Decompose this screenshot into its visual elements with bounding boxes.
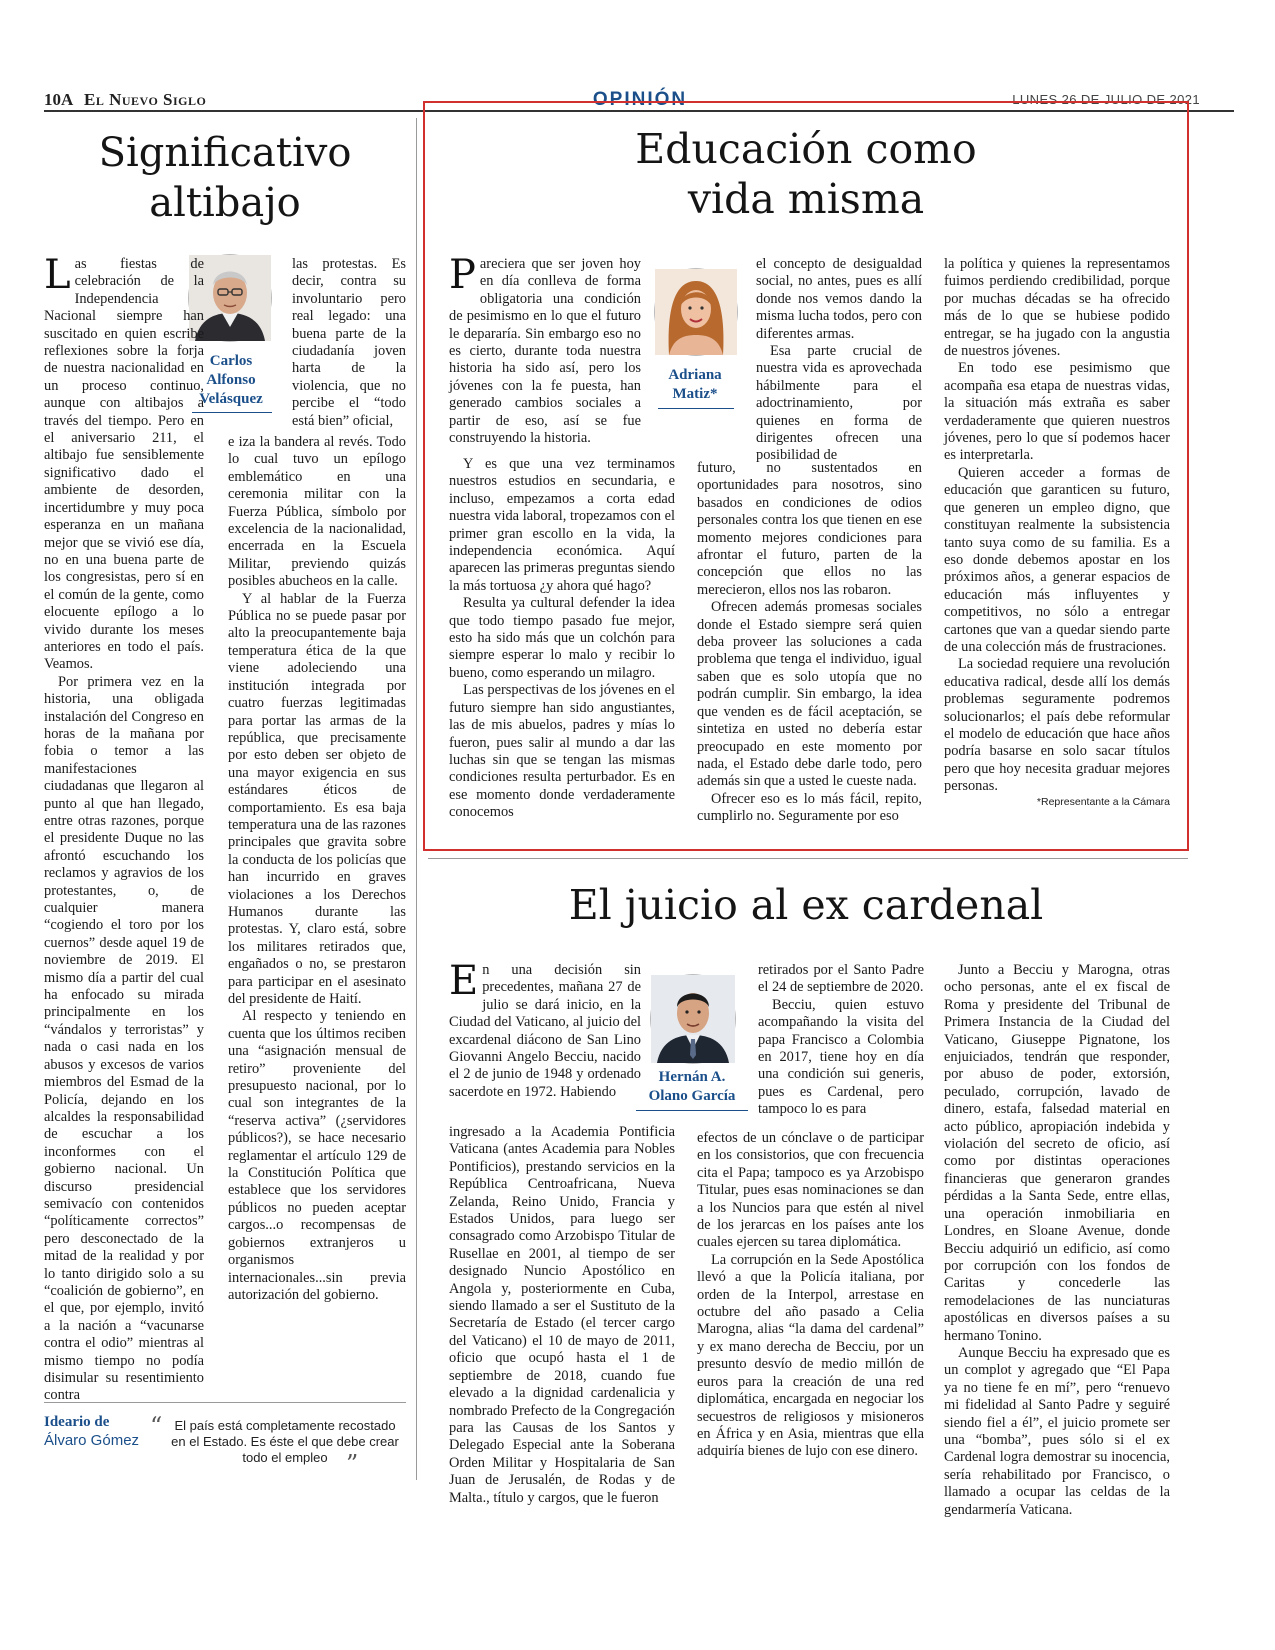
- paragraph: Esa parte crucial de nuestra vida es aprovechada hábilmente para el adoctrinamiento, por quienes en forma de dirigentes ofrecen una posibilidad de: [756, 343, 922, 464]
- page-number: 10A: [44, 90, 74, 109]
- article1-headline: [44, 128, 406, 228]
- close-quote-icon: ”: [346, 1450, 359, 1478]
- byline-rule: [658, 408, 734, 409]
- paragraph: Becciu, quien estuvo acompañando la visita del papa Francisco a Colombia en 2017, tiene hoy en día una condición sui generis, pues es Cardenal, pero tampoco lo es para: [758, 996, 924, 1118]
- section-label: OPINIÓN: [592, 89, 688, 110]
- paragraph: el concepto de desigualdad social, no antes, pues es allí donde nos vemos dando la misma lucha todos, pero con diferentes armas.: [756, 256, 922, 342]
- author-footnote: *Representante a la Cámara: [1036, 796, 1170, 808]
- paragraph: las protestas. Es decir, contra su involuntario pero real legado: una buena parte de la ciudadanía joven harta de la violencia, que no percibe el “todo está bien” oficial,: [292, 256, 406, 429]
- paragraph: Quieren acceder a formas de educación que garanticen su futuro, que generen un empleo digno, que constituyan realmente la subsistencia tanto suya como de su familia. Es a eso donde debemos apostar en los próximos años, a generar espacios de educación más influyentes y competitivos, no sólo a entregar cartones que van a quedar siendo parte de una colección más de frustraciones.: [944, 464, 1170, 655]
- byline-rule: [636, 1110, 748, 1111]
- paragraph: as fiestas de celebración de la Independencia Nacional siempre han suscitado en quien escribe reflexiones sobre la forja de nuestra nacionalidad en un proceso continuo, aunque con altibajos a través del tiempo. Pero en el aniversario 211, el altibajo fue sensiblemente significativo dado el ambiente de desorden, incertidumbre y muy poca esperanza en un mañana mejor que se vivió ese día, no en una buena parte de los congresistas, pero sí en el común de la gente, como elocuente epílogo a lo vivido durante los meses anteriores en todo el país. Veamos.: [44, 256, 204, 673]
- article1-column2-top: [292, 256, 406, 430]
- paragraph: Al respecto y teniendo en cuenta que los últimos reciben una “asignación mensual de retiro” proveniente del presupuesto nacional, por lo cual son integrantes de la “reserva activa” (¿servidores públicos?), se hace necesario reglamentar el artículo 129 de la Constitución Política que establece que los servidores públicos no pueden aceptar cargos...o recompensas de gobiernos extranjeros u organismos internacionales...sin previa autorización del gobierno.: [228, 1008, 406, 1303]
- section-divider: [428, 858, 1188, 859]
- article3-headline: [430, 880, 1182, 930]
- paragraph: Y al hablar de la Fuerza Pública no se puede pasar por alto la preocupantemente baja temperatura ética de la que viene adoleciendo una institución integrada por cuatro fuerzas legitimadas para portar las armas de la república, que precisamente por esto deben ser objeto de una mayor exigencia en sus estándares éticos de comportamiento. Es esa baja temperatura una de las razones principales que gravita sobre la conducta de los policías que han incurrido en graves violaciones a los Derechos Humanos durante las protestas. Y, claro está, sobre los militares retirados que, engañados o no, se prestaron para participar en el asesinato del presidente de Haití.: [228, 590, 406, 1007]
- avatar-icon: [651, 975, 735, 1063]
- article3-title: El juicio al ex cardenal: [568, 881, 1044, 929]
- author-last-name: Matiz*: [672, 386, 718, 402]
- paragraph: Las perspectivas de los jóvenes en el futuro siempre han sido angustiantes, las de mis abuelos, padres y mías lo fueron, pues salir al mundo a dar las luchas sin que se tengan las mismas condiciones resulta perturbador. Es en ese momento donde verdaderamente conocemos: [449, 682, 675, 821]
- ideario-author: Álvaro Gómez: [44, 1432, 140, 1449]
- article3-column1-top: [449, 958, 641, 1122]
- avatar-icon: [655, 269, 737, 355]
- article2-title-line2: vida misma: [687, 175, 925, 223]
- paragraph: En todo ese pesimismo que acompaña esa etapa de nuestras vidas, la situación más extraña es saber verdaderamente que quieren nuestros jóvenes, pero lo que sí podemos hacer es interpretarla.: [944, 360, 1170, 464]
- paragraph: La corrupción en la Sede Apostólica llevó a que la Policía italiana, por orden de la Interpol, arrestase en octubre del año pasado a Celia Marogna, alias “la dama del cardenal” y ex mano derecha de Becciu, por un presunto desvío de medio millón de euros para la creación de una red diplomática, encargada en negociar los secuestros de religiosos y misioneros en África y en Asia, mientras que ella adquiría bienes de lujo con ese dinero.: [697, 1251, 924, 1460]
- paragraph: Resulta ya cultural defender la idea que todo tiempo pasado fue mejor, esto ha sido más que un colchón para siempre esperar lo malo y recibir lo bueno, como esperando un milagro.: [449, 595, 675, 681]
- author-photo-hernan: [650, 974, 736, 1064]
- article1-title-line2: altibajo: [149, 180, 301, 226]
- paragraph: Ofrecen además promesas sociales donde el Estado siempre será quien deba proveer las soluciones a cada problema que tenga el individuo, igual saben que es solo utopía que no podrán cumplir. Sin embargo, la idea que venden es de fácil aceptación, se sintetiza en usted no debería estar preocupado en este momento por nada, el Estado debe darle todo, pero además sin que a usted le cueste nada.: [697, 599, 922, 790]
- article3-column3: [944, 962, 1170, 1518]
- article1-title-line1: Significativo: [98, 130, 352, 176]
- article2-column1: [449, 456, 675, 821]
- dropcap: L: [44, 252, 71, 298]
- article1-column1: [44, 252, 204, 1404]
- dropcap: P: [449, 252, 476, 298]
- author-byline-adriana: [650, 366, 740, 404]
- author-photo-adriana: [654, 268, 738, 356]
- author-last-name: Olano García: [648, 1088, 736, 1104]
- article2-column2-top: [756, 256, 922, 464]
- byline-rule: [192, 412, 272, 413]
- author-first-name: Carlos: [209, 353, 253, 369]
- article2-headline: [430, 124, 1182, 224]
- paragraph: futuro, no sustentados en oportunidades para nosotros, sino basados en condiciones de odios personales contra los que tienen en ese momento mejores condiciones para afrontar el futuro, parten de la concepción que ellos no las merecieron, ellos nos las robaron.: [697, 460, 922, 598]
- article2-title-line1: Educación como: [635, 125, 977, 173]
- author-last-name: Velásquez: [199, 391, 263, 407]
- ideario-title: Ideario de: [44, 1414, 110, 1430]
- column-divider: [416, 118, 417, 1480]
- paragraph: La sociedad requiere una revolución educativa radical, desde allí los demás problemas seguramente podremos solucionarlos; el país debe reformular el modelo de educación que hace años podría basarse en solo sacar títulos pero que hoy necesita graduar mejores personas.: [944, 656, 1170, 795]
- article1-column2: [228, 434, 406, 1380]
- article2-column3: [944, 256, 1170, 794]
- author-first-name: Adriana: [668, 367, 722, 383]
- ideario-quote: El país está completamente recostado en el Estado. Es éste el que debe crear todo el empleo: [171, 1418, 399, 1465]
- issue-date: LUNES 26 DE JULIO DE 2021: [1012, 92, 1200, 107]
- paragraph: Y es que una vez terminamos nuestros estudios en secundaria, e incluso, empezamos a corta edad nuestra vida laboral, tropezamos con el primer gran escollo en la vida, la independencia económica. Aquí aparecen las primeras preguntas siendo la más tortuosa ¿y ahora qué hago?: [449, 456, 675, 594]
- author-byline-hernan: [626, 1068, 758, 1106]
- paragraph: ingresado a la Academia Pontificia Vaticana (antes Academia para Nobles Pontificios), prestando servicios en la República Centroafricana, Nueva Zelanda, Reino Unido, Francia y Estados Unidos, para luego ser consagrado como Arzobispo Titular de Rusellae en 2001, al tiempo de ser designado Nuncio Apostólico en Angola y, posteriormente en Cuba, siendo llamado a ser el Sustituto de la Secretaría de Estado (el tercer cargo del Vaticano) el 10 de mayo de 2011, oficio que ocupó hasta el 1 de septiembre de 2018, cuando fue elevado a la dignidad cardenalicia y nombrado Prefecto de la Congregación para las Causas de los Santos y Delegado Especial ante la Soberana Orden Militar y Hospitalaria de San Juan de Jerusalén, de Rodas y de Malta., título y cargos, que le fueron: [449, 1124, 675, 1506]
- paragraph: areciera que ser joven hoy en día conlleva de forma obligatoria una condición de pesimismo en lo que el futuro le depararía. Sin embargo eso no es cierto, durante toda nuestra historia ha sido así, pero los jóvenes con la fe puesta, han generado cambios sociales a partir de eso, así se fue construyendo la historia.: [449, 256, 641, 447]
- article2-column2: [697, 460, 922, 825]
- author-first-name: Hernán A.: [658, 1069, 726, 1085]
- paragraph: retirados por el Santo Padre el 24 de septiembre de 2020.: [758, 962, 924, 996]
- article3-column2-top: [758, 962, 924, 1128]
- paragraph: efectos de un cónclave o de participar en los consistorios, que con frecuencia cita el Papa; tampoco es ya Arzobispo Titular, pues esas nominaciones se dan a los Nuncios para que estén al nivel de los jerarcas en los países ante los cuales ejercen su tarea diplomática.: [697, 1130, 924, 1251]
- paragraph: la política y quienes la representamos fuimos perdiendo credibilidad, porque por muchas décadas se ha ofrecido más de lo que se hubiese podido entregar, se ha jugado con la angustia de nuestros jóvenes.: [944, 256, 1170, 360]
- paragraph: e iza la bandera al revés. Todo lo cual tuvo un epílogo emblemático en una ceremonia militar con la Fuerza Pública, símbolo por excelencia de la nacionalidad, encerrada en la Escuela Militar, previendo quizás posibles abucheos en la calle.: [228, 434, 406, 590]
- paragraph: Ofrecer eso es lo más fácil, repito, cumplirlo no. Seguramente por eso: [697, 790, 922, 825]
- open-quote-icon: “: [150, 1412, 163, 1440]
- article3-column2: [697, 1130, 924, 1480]
- article3-column1: [449, 1124, 675, 1506]
- paragraph: n una decisión sin precedentes, mañana 27 de julio se dará inicio, en la Ciudad del Vaticano, al juicio del excardenal diácono de San Lino Giovanni Angelo Becciu, nacido el 2 de junio de 1948 y ordenado sacerdote en 1972. Habiendo: [449, 962, 641, 1100]
- author-middle-name: Alfonso: [206, 372, 256, 388]
- paragraph: Junto a Becciu y Marogna, otras ocho personas, ante el ex fiscal de Roma y presidente del Tribunal de Primera Instancia de la Ciudad del Vaticano, Giuseppe Pignatone, los enjuiciados, tendrán que responder, por abuso de poder, extorsión, peculado, corrupción, lavado de dinero, estafa, falsedad material en acto público, apropiación indebida y violación del secreto de oficio, así como por distintas operaciones financieras que generaron grandes pérdidas a la Santa Sede, entre ellas, una operación inmobiliaria en Londres, en Sloane Avenue, donde Becciu adquirió un edificio, así como por corrupción con los fondos de Caritas y concederle las remodelaciones de las nunciaturas apostólicas en diversos países a su hermano Tonino.: [944, 962, 1170, 1344]
- dropcap: E: [449, 958, 479, 1004]
- newspaper-name: El Nuevo Siglo: [84, 90, 207, 109]
- paragraph: Aunque Becciu ha expresado que es un complot y agregado que “El Papa ya no tiene fe en mí”, pero “renuevo mi fidelidad al Santo Padre y seguiré siendo fiel a él”, el juicio promete ser una “bomba”, pues sólo si el ex Cardenal logra demostrar su inocencia, sería rehabilitado por Francisco, o llamado a ocupar las celdas de la gendarmería Vaticana.: [944, 1344, 1170, 1518]
- article2-column1-top: [449, 252, 641, 452]
- paragraph: Por primera vez en la historia, una obligada instalación del Congreso en horas de la mañana por fobia o temor a las manifestaciones ciudadanas que llegaron al punto al que han llegado, entre otras razones, porque el presidente Duque no las afrontó escuchando los reclamos y agravios de los protestantes, o, de cualquier manera “cogiendo el toro por los cuernos” desde aquel 19 de noviembre de 2019. El mismo día a partir del cual ha enfocado su mirada principalmente en los “vándalos y terroristas” y nada o casi nada en los abusos y excesos de varios miembros del Esmad de la Policía, dejando en los alcaldes la responsabilidad de escuchar a los inconformes con el gobierno nacional. Un discurso presidencial semivacío con contenidos “políticamente correctos” pero desconectado de la mitad de la realidad y por lo tanto dirigido solo a su “coalición de gobierno”, en el que, por ejemplo, invitó a la nación a “vacunarse contra el odio” mientras al mismo tiempo no podía disimular su resentimiento contra: [44, 673, 204, 1404]
